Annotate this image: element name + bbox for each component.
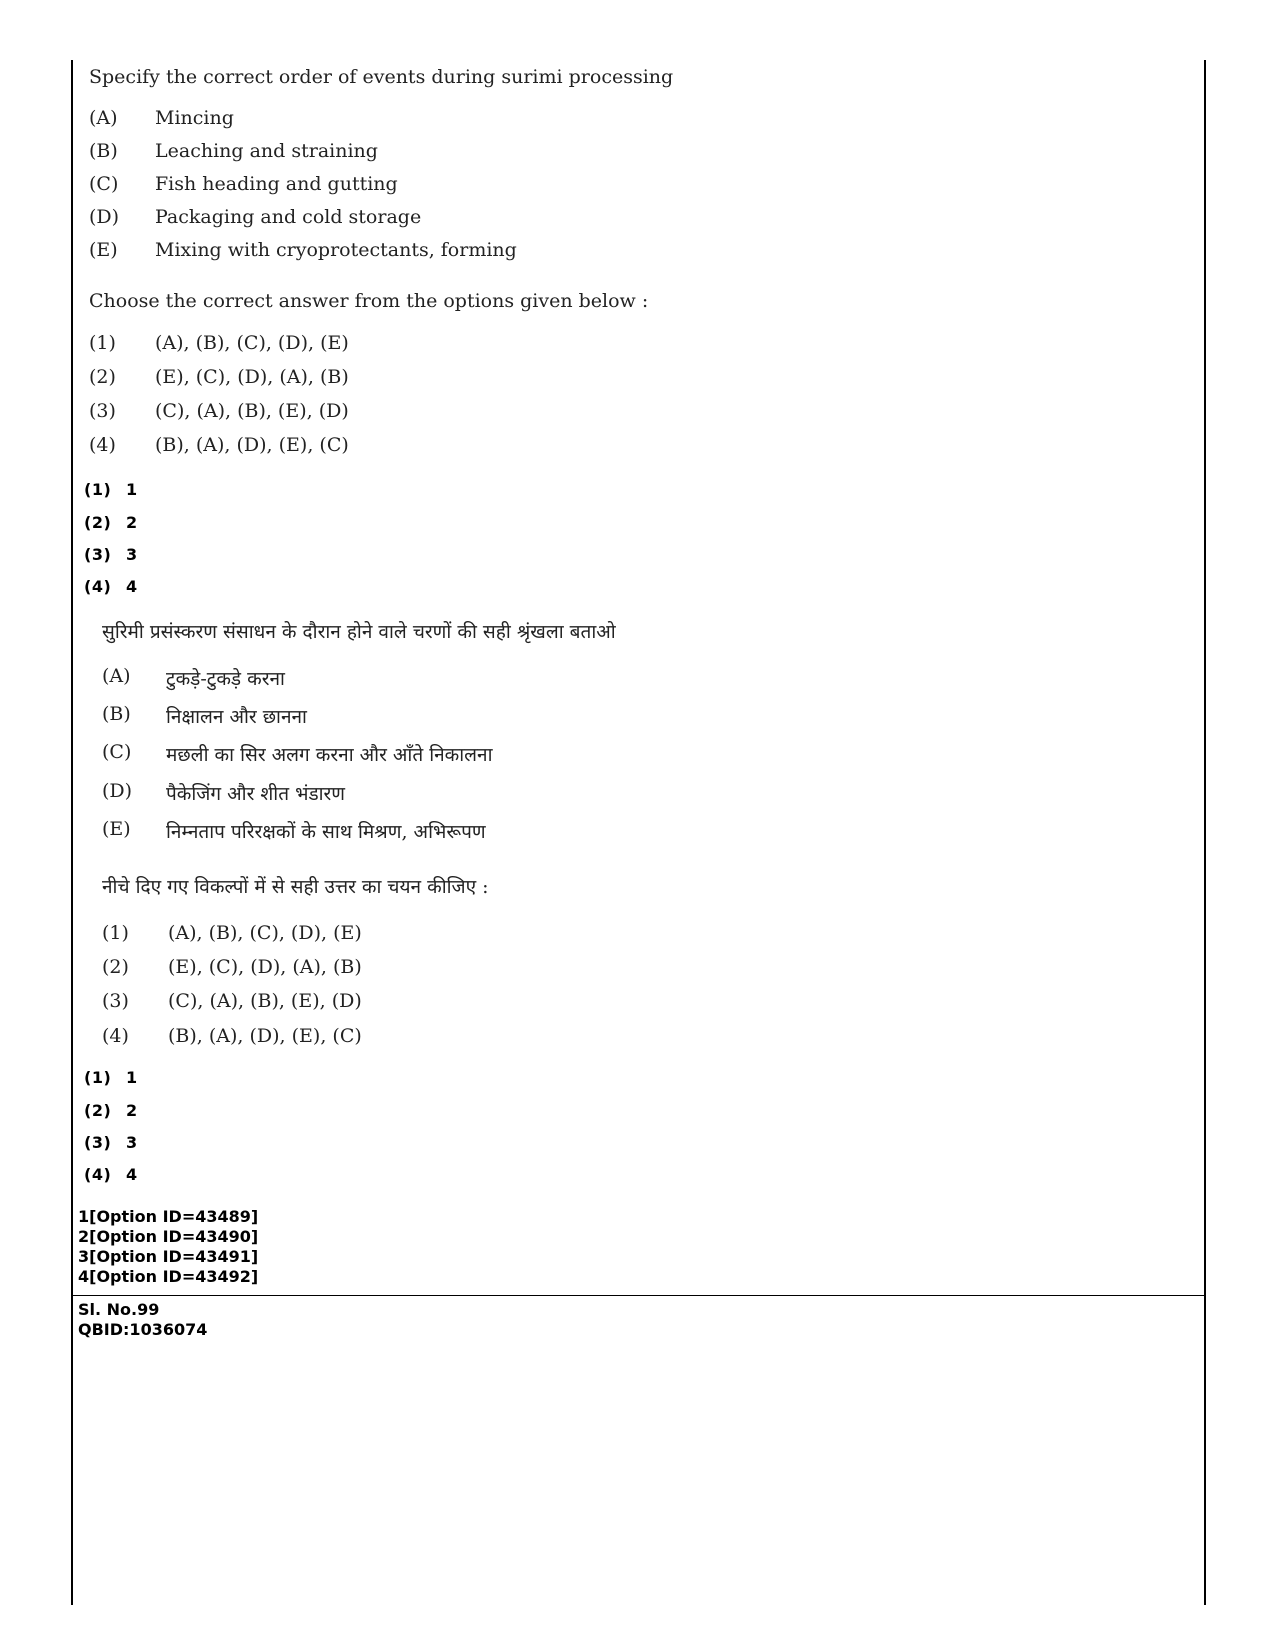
choice-label: (2) xyxy=(102,956,129,978)
statement-label: (E) xyxy=(102,818,131,840)
instruction-hi: नीचे दिए गए विकल्पों में से सही उत्तर का चयन कीजिए : xyxy=(102,876,489,898)
answer-option[interactable] xyxy=(84,1068,138,1087)
statement-label: (D) xyxy=(89,206,120,228)
page-border-left xyxy=(71,60,73,1605)
statement-label: (D) xyxy=(102,780,133,802)
answer-value: 1 xyxy=(126,1068,138,1087)
choice-label: (2) xyxy=(89,366,116,388)
statement-label: (A) xyxy=(89,107,118,129)
choice-label: (4) xyxy=(102,1025,129,1047)
serial-number: Sl. No.99 xyxy=(78,1300,160,1319)
statement-text: Packaging and cold storage xyxy=(155,206,422,228)
answer-label: (4) xyxy=(84,1165,112,1184)
choice-text: (B), (A), (D), (E), (C) xyxy=(155,434,349,456)
option-id: 1[Option ID=43489] xyxy=(78,1207,259,1226)
statement-text: निक्षालन और छानना xyxy=(166,706,307,728)
answer-option[interactable] xyxy=(84,480,138,499)
statement-label: (B) xyxy=(102,703,131,725)
answer-value: 2 xyxy=(126,1101,138,1120)
statement-label: (C) xyxy=(89,173,119,195)
answer-option[interactable] xyxy=(84,1133,138,1152)
page-border-right xyxy=(1204,60,1206,1605)
answer-label: (2) xyxy=(84,513,112,532)
answer-value: 2 xyxy=(126,513,138,532)
choice-label: (1) xyxy=(102,922,129,944)
option-id-list xyxy=(78,1207,258,1287)
statement-label: (C) xyxy=(102,741,132,763)
choice-label: (4) xyxy=(89,434,116,456)
answer-label: (1) xyxy=(84,1068,112,1087)
statement-text: Fish heading and gutting xyxy=(155,173,398,195)
answer-option[interactable] xyxy=(84,1101,138,1120)
answer-option[interactable] xyxy=(84,545,138,564)
next-question-header xyxy=(78,1300,207,1340)
choice-text: (C), (A), (B), (E), (D) xyxy=(168,990,362,1012)
statement-label: (E) xyxy=(89,239,118,261)
choice-label: (3) xyxy=(89,400,116,422)
statement-text: मछली का सिर अलग करना और आँते निकालना xyxy=(166,744,493,766)
statement-text: निम्नताप परिरक्षकों के साथ मिश्रण, अभिरूपण xyxy=(166,821,486,843)
choice-text: (B), (A), (D), (E), (C) xyxy=(168,1025,362,1047)
statement-text: Leaching and straining xyxy=(155,140,378,162)
answer-value: 4 xyxy=(126,577,138,596)
choice-text: (A), (B), (C), (D), (E) xyxy=(168,922,362,944)
qbid: QBID:1036074 xyxy=(78,1320,208,1339)
choice-text: (E), (C), (D), (A), (B) xyxy=(155,366,349,388)
option-id: 3[Option ID=43491] xyxy=(78,1247,259,1266)
answer-option[interactable] xyxy=(84,577,138,596)
answer-label: (4) xyxy=(84,577,112,596)
option-id: 4[Option ID=43492] xyxy=(78,1267,259,1286)
statement-label: (B) xyxy=(89,140,118,162)
answer-option[interactable] xyxy=(84,513,138,532)
question-text-hi: सुरिमी प्रसंस्करण संसाधन के दौरान होने वाले चरणों की सही श्रृंखला बताओ xyxy=(102,621,616,643)
statement-label: (A) xyxy=(102,665,131,687)
answer-value: 3 xyxy=(126,545,138,564)
answer-value: 1 xyxy=(126,480,138,499)
answer-value: 3 xyxy=(126,1133,138,1152)
choice-label: (1) xyxy=(89,332,116,354)
statement-text: पैकेजिंग और शीत भंडारण xyxy=(166,783,346,805)
instruction-en: Choose the correct answer from the options given below : xyxy=(89,290,649,312)
choice-text: (C), (A), (B), (E), (D) xyxy=(155,400,349,422)
statement-text: Mincing xyxy=(155,107,234,129)
statement-text: टुकड़े-टुकड़े करना xyxy=(166,668,285,690)
answer-label: (2) xyxy=(84,1101,112,1120)
answer-label: (1) xyxy=(84,480,112,499)
statement-text: Mixing with cryoprotectants, forming xyxy=(155,239,517,261)
choice-text: (E), (C), (D), (A), (B) xyxy=(168,956,362,978)
choice-label: (3) xyxy=(102,990,129,1012)
question-divider xyxy=(71,1295,1206,1296)
answer-label: (3) xyxy=(84,1133,112,1152)
answer-value: 4 xyxy=(126,1165,138,1184)
choice-text: (A), (B), (C), (D), (E) xyxy=(155,332,349,354)
answer-label: (3) xyxy=(84,545,112,564)
question-text-en: Specify the correct order of events during surimi processing xyxy=(89,66,674,88)
answer-option[interactable] xyxy=(84,1165,138,1184)
option-id: 2[Option ID=43490] xyxy=(78,1227,259,1246)
